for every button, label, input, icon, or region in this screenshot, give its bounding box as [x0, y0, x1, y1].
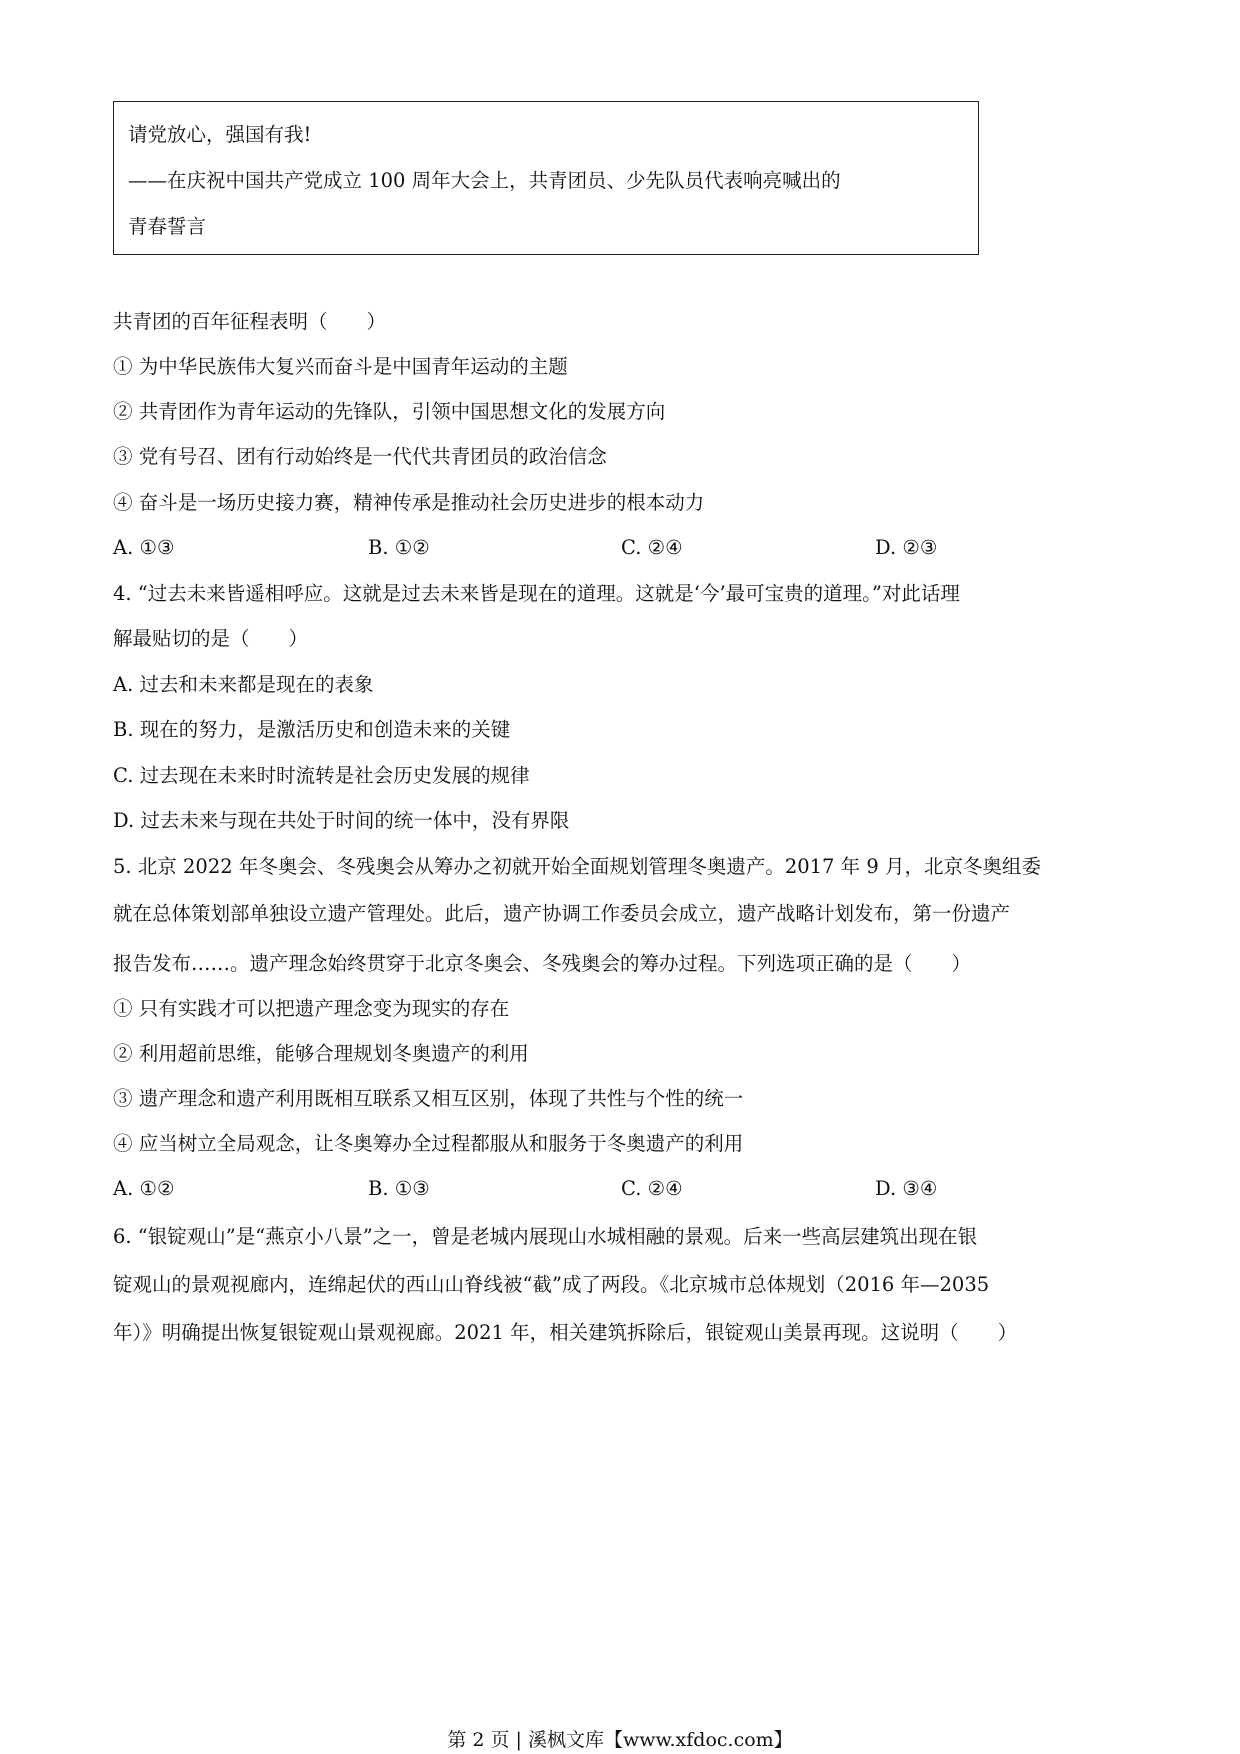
q5-item-2: ② 利用超前思维，能够合理规划冬奥遗产的利用	[113, 1042, 529, 1065]
q5-stem-line-2: 就在总体策划部单独设立遗产管理处。此后，遗产协调工作委员会成立，遗产战略计划发布，第一份遗产	[113, 902, 1011, 925]
q3-stem: 共青团的百年征程表明（ ）	[113, 310, 387, 333]
q5-item-4: ④ 应当树立全局观念，让冬奥筹办全过程都服从和服务于冬奥遗产的利用	[113, 1132, 744, 1155]
quote-line-1: 请党放心，强国有我!	[128, 123, 312, 146]
q6-stem-line-1: 6. “银锭观山”是“燕京小八景”之一，曾是老城内展现山水城相融的景观。后来一些高层建筑出现在银	[113, 1225, 978, 1248]
q5-stem-line-3: 报告发布……。遗产理念始终贯穿于北京冬奥会、冬残奥会的筹办过程。下列选项正确的是（ ）	[113, 952, 972, 975]
q4-option-d: D. 过去未来与现在共处于时间的统一体中，没有界限	[113, 809, 570, 832]
q4-stem-line-2: 解最贴切的是（ ）	[113, 627, 309, 650]
q5-option-c: C. ②④	[621, 1177, 683, 1200]
q3-option-c: C. ②④	[621, 536, 683, 559]
quote-line-3: 青春誓言	[128, 215, 207, 238]
q4-option-c: C. 过去现在未来时时流转是社会历史发展的规律	[113, 764, 530, 787]
q3-item-1: ① 为中华民族伟大复兴而奋斗是中国青年运动的主题	[113, 355, 568, 378]
q5-item-1: ① 只有实践才可以把遗产理念变为现实的存在	[113, 997, 510, 1020]
q5-option-d: D. ③④	[875, 1177, 938, 1200]
q5-option-b: B. ①③	[368, 1177, 430, 1200]
q4-option-b: B. 现在的努力，是激活历史和创造未来的关键	[113, 718, 511, 741]
page-footer: 第 2 页 | 溪枫文库【www.xfdoc.com】	[447, 1729, 793, 1751]
q3-option-d: D. ②③	[875, 536, 938, 559]
q6-stem-line-3: 年）》明确提出恢复银锭观山景观视廊。2021 年，相关建筑拆除后，银锭观山美景再现。这说明（ ）	[113, 1321, 1018, 1344]
q4-option-a: A. 过去和未来都是现在的表象	[113, 673, 374, 696]
quote-box	[113, 101, 979, 255]
q3-item-2: ② 共青团作为青年运动的先锋队，引领中国思想文化的发展方向	[113, 400, 666, 423]
q5-item-3: ③ 遗产理念和遗产利用既相互联系又相互区别，体现了共性与个性的统一	[113, 1087, 744, 1110]
q4-stem-line-1: 4. “过去未来皆遥相呼应。这就是过去未来皆是现在的道理。这就是‘今’最可宝贵的道理。”对此话理	[113, 582, 960, 605]
q3-item-3: ③ 党有号召、团有行动始终是一代代共青团员的政治信念	[113, 445, 607, 468]
q3-option-b: B. ①②	[368, 536, 430, 559]
q6-stem-line-2: 锭观山的景观视廊内，连绵起伏的西山山脊线被“截”成了两段。《北京城市总体规划（2016 年—2035	[113, 1273, 990, 1296]
q3-option-a: A. ①③	[113, 536, 175, 559]
q3-item-4: ④ 奋斗是一场历史接力赛，精神传承是推动社会历史进步的根本动力	[113, 491, 705, 514]
quote-line-2: ——在庆祝中国共产党成立 100 周年大会上，共青团员、少先队员代表响亮喊出的	[128, 169, 841, 192]
q5-option-a: A. ①②	[113, 1177, 175, 1200]
q5-stem-line-1: 5. 北京 2022 年冬奥会、冬残奥会从筹办之初就开始全面规划管理冬奥遗产。2017 年 9 月，北京冬奥组委	[113, 855, 1041, 878]
